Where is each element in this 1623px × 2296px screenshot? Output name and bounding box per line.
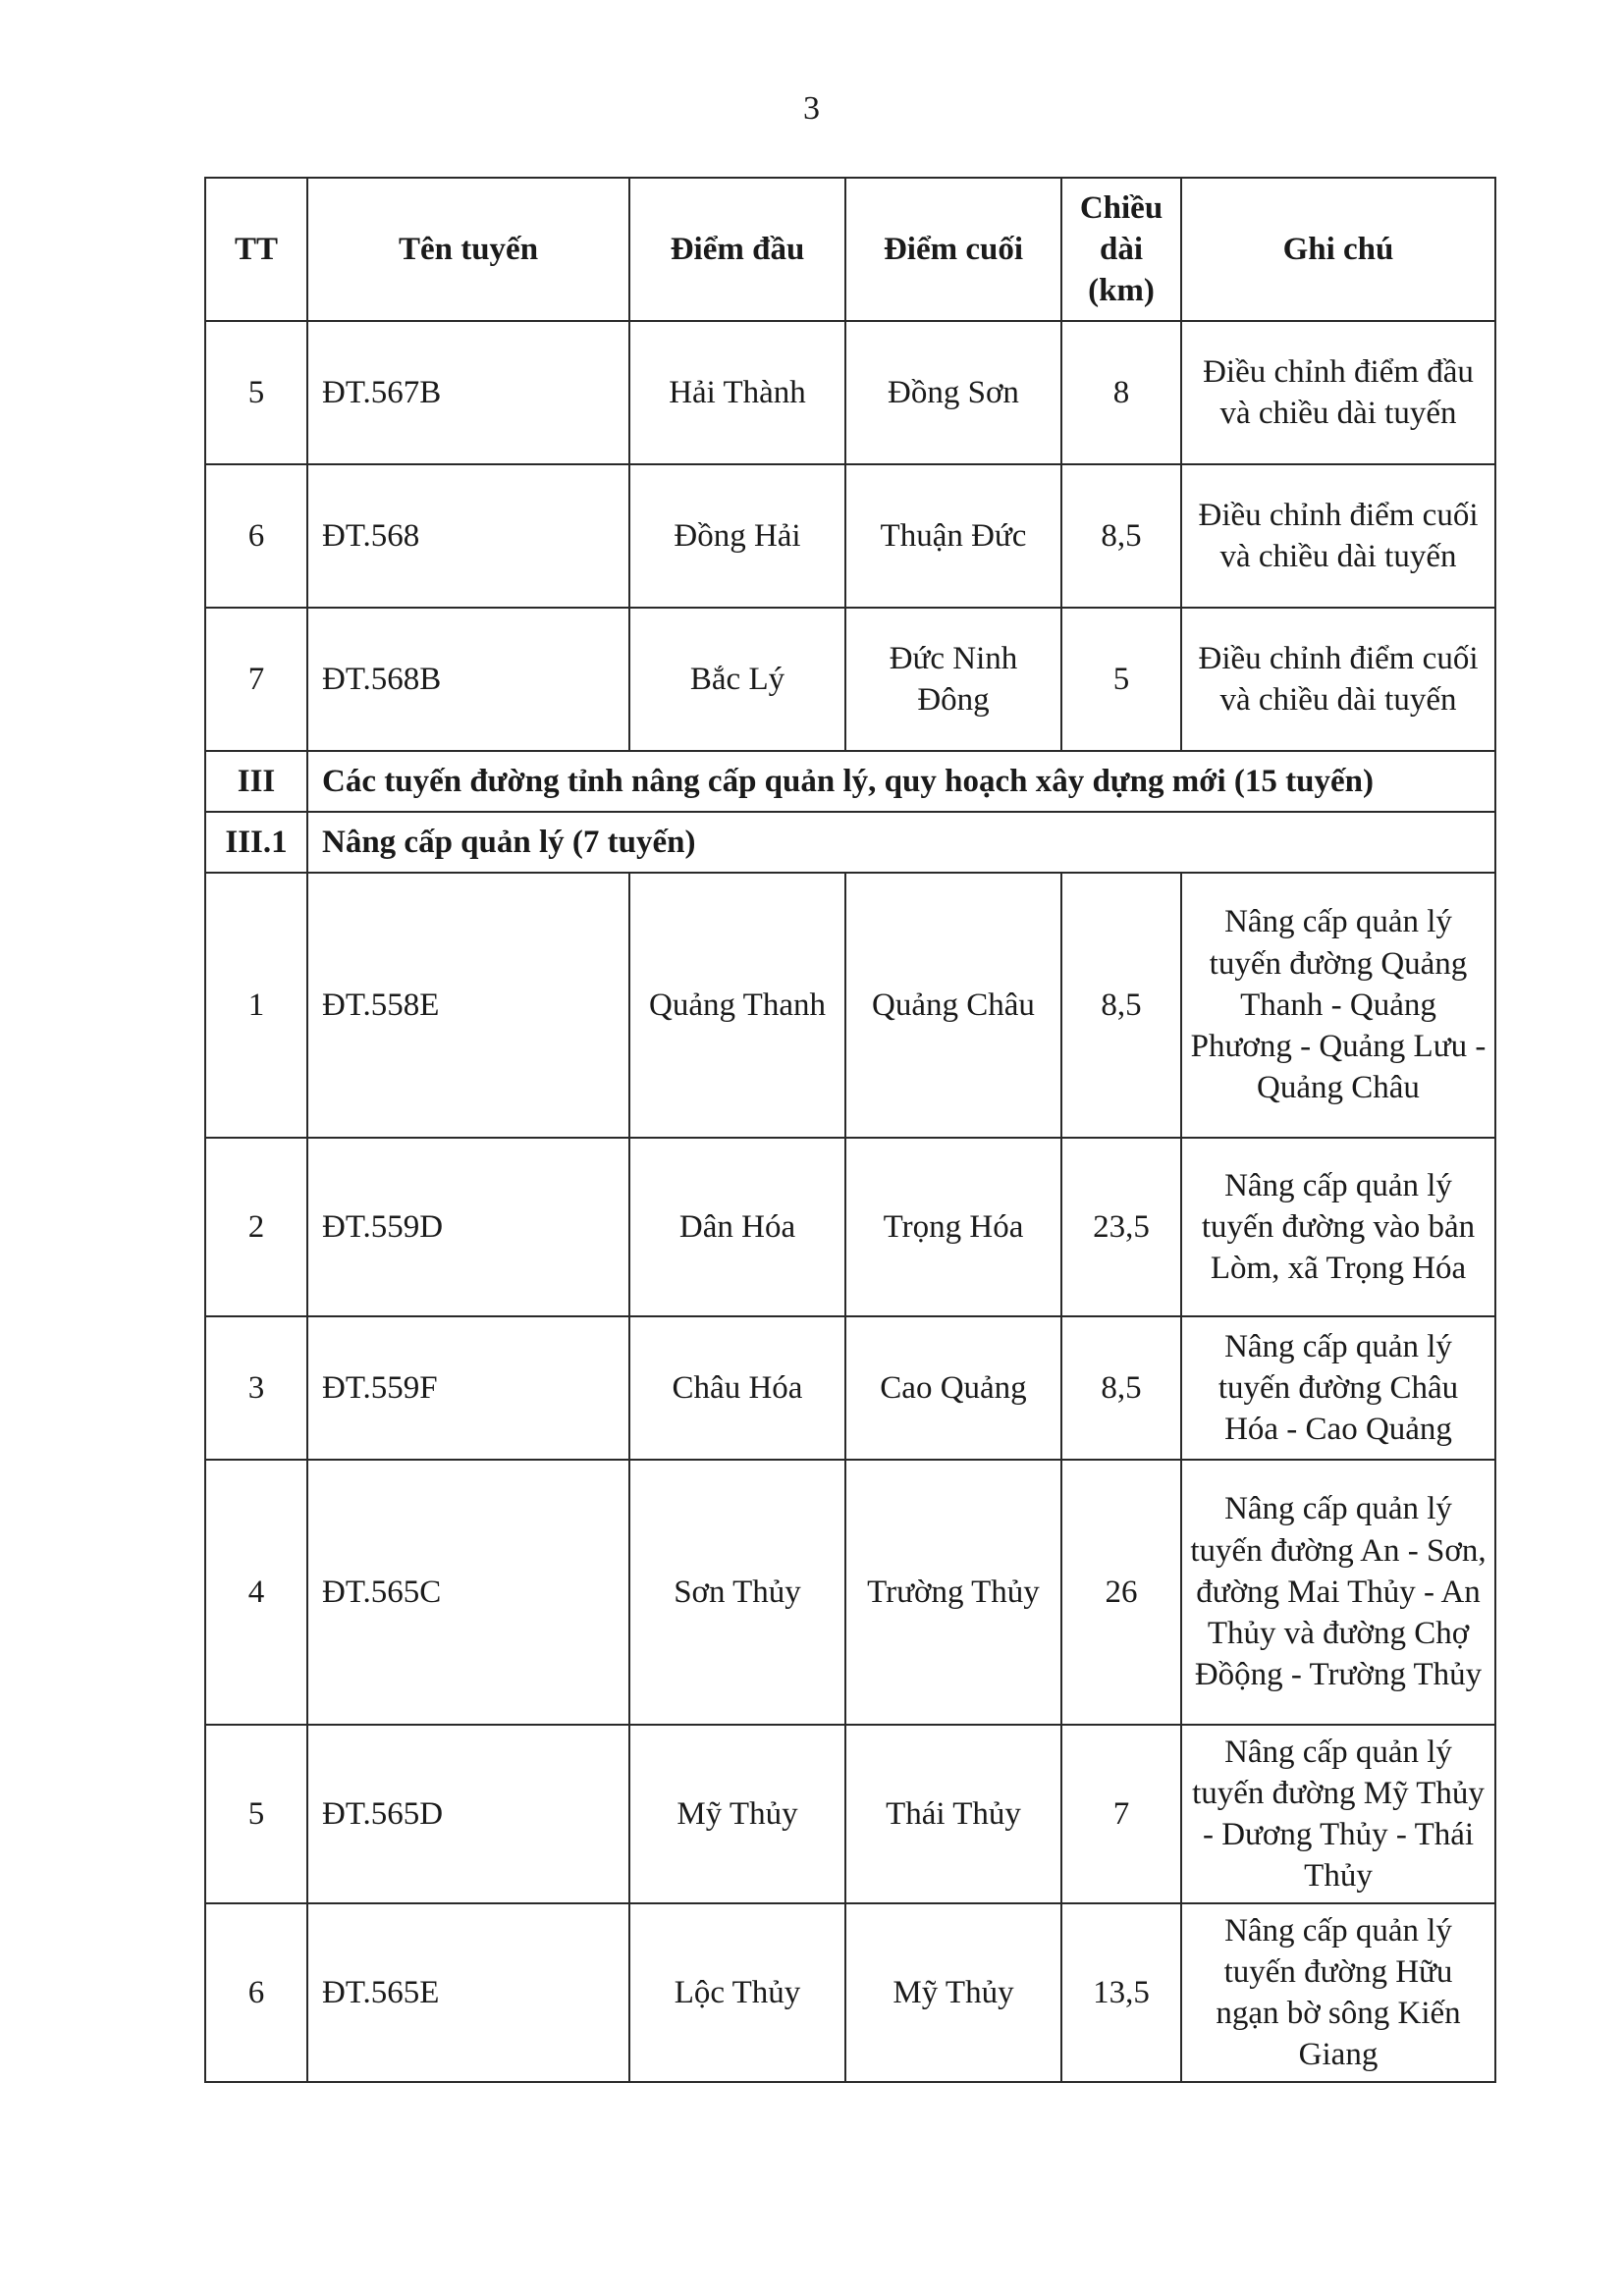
cell-note: Nâng cấp quản lý tuyến đường vào bản Lòm, xã Trọng Hóa [1181,1138,1495,1316]
cell-length: 7 [1061,1725,1181,1903]
cell-start: Mỹ Thủy [629,1725,845,1903]
cell-start: Sơn Thủy [629,1460,845,1725]
header-length-line2: dài [1099,231,1144,267]
cell-note: Nâng cấp quản lý tuyến đường Quảng Thanh - Quảng Phương - Quảng Lưu - Quảng Châu [1181,873,1495,1138]
cell-start: Hải Thành [629,321,845,464]
cell-tt: 5 [205,1725,307,1903]
section-row-iii1 [205,812,1495,873]
section-row-iii [205,751,1495,812]
cell-name: ĐT.568 [307,464,629,608]
table-row [205,1138,1495,1316]
cell-name: ĐT.568B [307,608,629,751]
page-number: 3 [803,90,820,127]
section-iii1-number: III.1 [205,812,307,873]
cell-length: 8,5 [1061,873,1181,1138]
cell-length: 5 [1061,608,1181,751]
table-row [205,464,1495,608]
header-tt: TT [205,178,307,321]
header-end: Điểm cuối [845,178,1061,321]
section-iii-label: Các tuyến đường tỉnh nâng cấp quản lý, quy hoạch xây dựng mới (15 tuyến) [307,751,1495,812]
cell-note: Nâng cấp quản lý tuyến đường Châu Hóa - Cao Quảng [1181,1316,1495,1460]
cell-start: Châu Hóa [629,1316,845,1460]
cell-name: ĐT.559F [307,1316,629,1460]
cell-end: Cao Quảng [845,1316,1061,1460]
cell-end: Quảng Châu [845,873,1061,1138]
table-row [205,1903,1495,2082]
header-start: Điểm đầu [629,178,845,321]
cell-length: 8,5 [1061,464,1181,608]
table-row [205,321,1495,464]
header-length-line1: Chiều [1079,189,1163,226]
cell-note: Điều chỉnh điểm cuối và chiều dài tuyến [1181,464,1495,608]
cell-end: Trọng Hóa [845,1138,1061,1316]
cell-note: Nâng cấp quản lý tuyến đường Mỹ Thủy - Dương Thủy - Thái Thủy [1181,1725,1495,1903]
cell-tt: 4 [205,1460,307,1725]
cell-tt: 3 [205,1316,307,1460]
cell-name: ĐT.565E [307,1903,629,2082]
cell-length: 13,5 [1061,1903,1181,2082]
table-row [205,1725,1495,1903]
cell-end: Mỹ Thủy [845,1903,1061,2082]
table-row [205,873,1495,1138]
table-header-row [205,178,1495,321]
header-length-line3: (km) [1088,273,1155,309]
routes-table [204,177,1496,2083]
cell-end: Thái Thủy [845,1725,1061,1903]
cell-length: 26 [1061,1460,1181,1725]
header-note: Ghi chú [1181,178,1495,321]
cell-name: ĐT.567B [307,321,629,464]
section-iii1-label: Nâng cấp quản lý (7 tuyến) [307,812,1495,873]
cell-name: ĐT.565C [307,1460,629,1725]
cell-end: Đức Ninh Đông [845,608,1061,751]
cell-tt: 6 [205,464,307,608]
cell-tt: 6 [205,1903,307,2082]
cell-start: Đồng Hải [629,464,845,608]
cell-note: Điều chỉnh điểm cuối và chiều dài tuyến [1181,608,1495,751]
cell-note: Nâng cấp quản lý tuyến đường An - Sơn, đường Mai Thủy - An Thủy và đường Chợ Đồộng - Trường Thủy [1181,1460,1495,1725]
cell-length: 8 [1061,321,1181,464]
cell-note: Nâng cấp quản lý tuyến đường Hữu ngạn bờ sông Kiến Giang [1181,1903,1495,2082]
header-length [1061,178,1181,321]
table-row [205,1316,1495,1460]
table-row [205,608,1495,751]
cell-tt: 1 [205,873,307,1138]
cell-tt: 7 [205,608,307,751]
cell-name: ĐT.559D [307,1138,629,1316]
cell-length: 8,5 [1061,1316,1181,1460]
cell-end: Đồng Sơn [845,321,1061,464]
section-iii-number: III [205,751,307,812]
cell-length: 23,5 [1061,1138,1181,1316]
cell-tt: 5 [205,321,307,464]
cell-start: Quảng Thanh [629,873,845,1138]
cell-start: Dân Hóa [629,1138,845,1316]
cell-start: Lộc Thủy [629,1903,845,2082]
cell-name: ĐT.558E [307,873,629,1138]
cell-end: Thuận Đức [845,464,1061,608]
table-row [205,1460,1495,1725]
cell-name: ĐT.565D [307,1725,629,1903]
cell-start: Bắc Lý [629,608,845,751]
cell-tt: 2 [205,1138,307,1316]
cell-note: Điều chỉnh điểm đầu và chiều dài tuyến [1181,321,1495,464]
cell-end: Trường Thủy [845,1460,1061,1725]
header-name: Tên tuyến [307,178,629,321]
